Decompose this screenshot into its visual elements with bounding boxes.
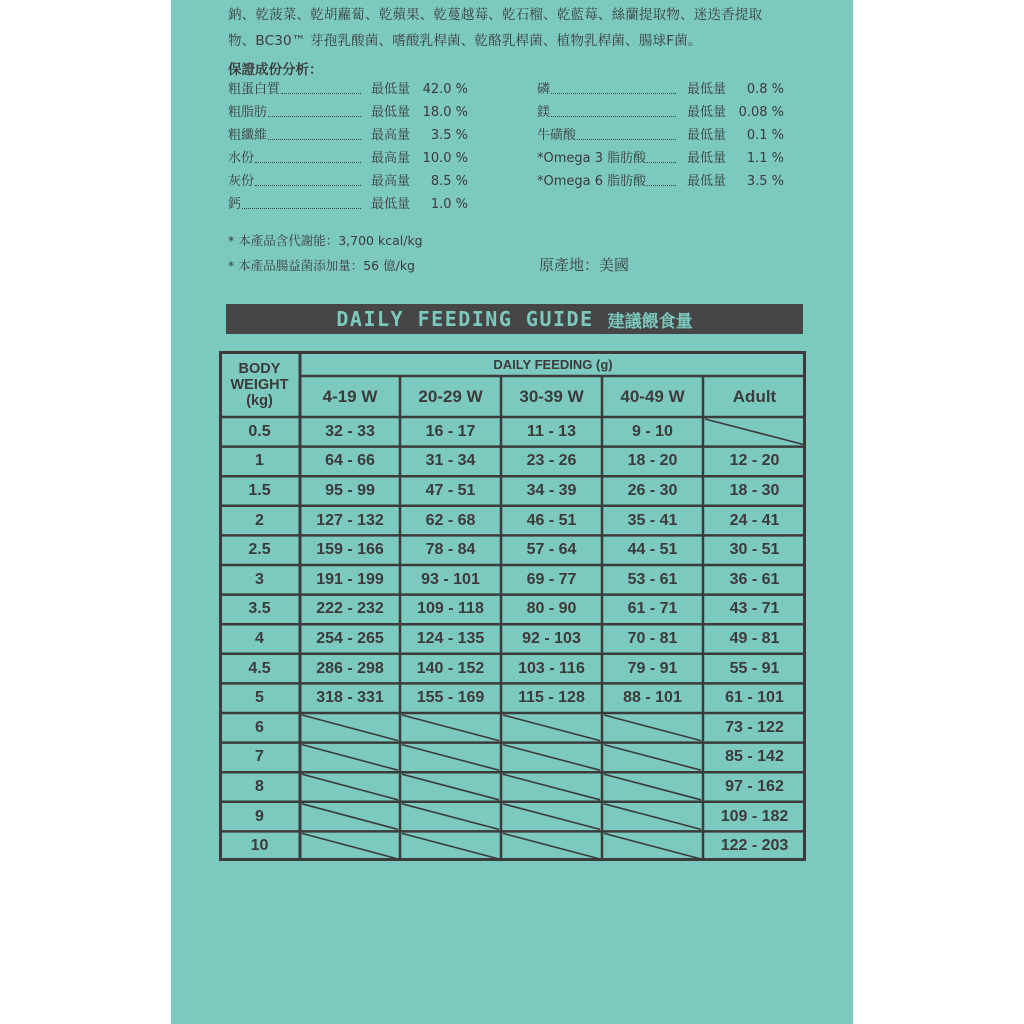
feeding-amount-cell: 127 - 132 (316, 511, 384, 529)
feeding-amount-cell: 93 - 101 (421, 570, 480, 588)
feeding-amount-cell: 36 - 61 (729, 570, 780, 588)
nutrient-name: 鈣 (228, 197, 242, 212)
empty-cell-slash (402, 774, 499, 800)
feeding-amount-cell: 43 - 71 (729, 600, 780, 618)
body-weight-cell: 2 (255, 511, 264, 529)
feeding-amount-cell: 73 - 122 (725, 718, 784, 736)
age-column-header: 30-39 W (519, 386, 584, 406)
body-weight-cell: 4 (255, 629, 264, 647)
feeding-amount-cell: 88 - 101 (623, 689, 682, 707)
feeding-amount-cell: 155 - 169 (416, 689, 485, 707)
dot-leader (577, 139, 676, 140)
feeding-amount-cell: 122 - 203 (720, 837, 789, 855)
nutrient-name: 鎂 (537, 105, 551, 120)
body-weight-cell: 3.5 (248, 600, 271, 618)
ingredients-line-1: 鈉、乾菠菜、乾胡蘿蔔、乾蘋果、乾蔓越莓、乾石榴、乾藍莓、絲蘭提取物、迷迭香提取 (228, 7, 763, 23)
empty-cell-slash (503, 833, 600, 859)
empty-cell-slash (503, 745, 600, 771)
empty-cell-slash (402, 715, 499, 741)
banner-chinese-title: 建議餵食量 (607, 311, 693, 332)
feeding-amount-cell: 62 - 68 (425, 511, 476, 529)
empty-cell-slash (302, 804, 398, 830)
nutrient-qualifier: 最低量 (687, 151, 727, 166)
nutrient-row (537, 147, 784, 170)
feeding-amount-cell: 254 - 265 (316, 629, 384, 647)
body-weight-cell: 9 (255, 807, 264, 825)
feeding-amount-cell: 109 - 118 (417, 600, 484, 618)
banner-english-title: DAILY FEEDING GUIDE (336, 307, 594, 331)
empty-cell-slash (402, 745, 499, 771)
nutrient-qualifier: 最高量 (371, 174, 411, 189)
empty-cell-slash (503, 774, 600, 800)
feeding-amount-cell: 32 - 33 (325, 422, 375, 440)
nutrient-value: 1.1 % (746, 151, 784, 166)
empty-cell-slash (503, 804, 600, 830)
feeding-table (219, 351, 806, 861)
feeding-amount-cell: 140 - 152 (416, 659, 485, 677)
probiotic-note: * 本產品腸益菌添加量：56 億/kg (228, 258, 415, 273)
feeding-amount-cell: 191 - 199 (316, 570, 384, 588)
nutrient-name: 灰份 (228, 174, 255, 189)
nutrient-value: 0.8 % (746, 82, 784, 97)
feeding-amount-cell: 159 - 166 (316, 541, 384, 559)
feeding-amount-cell: 95 - 99 (325, 481, 375, 499)
body-weight-cell: 0.5 (248, 422, 271, 440)
ingredients-line-2: 物、BC30™ 芽孢乳酸菌、嗜酸乳桿菌、乾酪乳桿菌、植物乳桿菌、腸球F菌。 (228, 33, 702, 49)
nutrient-row (228, 124, 468, 147)
feeding-amount-cell: 286 - 298 (316, 659, 384, 677)
body-weight-cell: 5 (255, 689, 264, 707)
body-weight-cell: 8 (255, 777, 264, 795)
feeding-amount-cell: 31 - 34 (425, 452, 476, 470)
feeding-amount-cell: 44 - 51 (627, 541, 678, 559)
feeding-amount-cell: 97 - 162 (725, 777, 784, 795)
nutrient-value: 3.5 % (746, 174, 784, 189)
empty-cell-slash (604, 804, 701, 830)
empty-cell-slash (604, 745, 701, 771)
feeding-amount-cell: 18 - 30 (729, 481, 780, 499)
age-column-header: 4-19 W (322, 386, 378, 406)
dot-leader (281, 93, 361, 94)
feeding-amount-cell: 18 - 20 (627, 452, 678, 470)
empty-cell-slash (604, 715, 701, 741)
feeding-amount-cell: 53 - 61 (627, 570, 678, 588)
feeding-guide-banner (226, 304, 803, 334)
energy-note: * 本產品含代謝能：3,700 kcal/kg (228, 233, 423, 248)
nutrient-name: *Omega 6 脂肪酸 (537, 174, 647, 189)
feeding-amount-cell: 70 - 81 (627, 629, 678, 647)
nutrient-row (228, 78, 468, 101)
nutrient-qualifier: 最低量 (371, 197, 411, 212)
age-column-header: 40-49 W (620, 386, 685, 406)
dot-leader (255, 162, 361, 163)
body-weight-cell: 10 (250, 837, 269, 855)
empty-cell-slash (402, 833, 499, 859)
body-weight-cell: 2.5 (248, 541, 271, 559)
dot-leader (551, 93, 676, 94)
age-column-header: 20-29 W (418, 386, 483, 406)
empty-cell-slash (402, 804, 499, 830)
nutrient-qualifier: 最高量 (371, 128, 411, 143)
body-weight-header: BODY WEIGHT (kg) (230, 361, 289, 409)
feeding-amount-cell: 124 - 135 (416, 629, 485, 647)
feeding-amount-cell: 61 - 101 (725, 689, 784, 707)
feeding-amount-cell: 9 - 10 (632, 422, 673, 440)
nutrient-row (228, 170, 468, 193)
nutrient-value: 0.08 % (738, 105, 784, 120)
nutrient-row (228, 101, 468, 124)
nutrient-value: 8.5 % (430, 174, 468, 189)
nutrient-name: 粗纖維 (228, 128, 268, 143)
nutrient-qualifier: 最高量 (371, 151, 411, 166)
empty-cell-slash (302, 745, 398, 771)
body-weight-cell: 1.5 (248, 481, 271, 499)
dot-leader (268, 139, 361, 140)
nutrient-value: 18.0 % (422, 105, 468, 120)
empty-cell-slash (302, 833, 398, 859)
nutrient-qualifier: 最低量 (687, 174, 727, 189)
empty-cell-slash (302, 774, 398, 800)
feeding-amount-cell: 30 - 51 (729, 541, 780, 559)
dot-leader (242, 208, 361, 209)
empty-cell-slash (302, 715, 398, 741)
feeding-amount-cell: 23 - 26 (526, 452, 577, 470)
feeding-amount-cell: 61 - 71 (627, 600, 678, 618)
ingredients-text (228, 2, 808, 54)
feeding-amount-cell: 85 - 142 (725, 748, 784, 766)
nutrient-name: 磷 (537, 82, 551, 97)
nutrient-row (537, 170, 784, 193)
dot-leader (268, 116, 361, 117)
empty-cell-slash (503, 715, 600, 741)
nutrient-qualifier: 最低量 (687, 105, 727, 120)
guaranteed-analysis-title: 保證成份分析： (228, 62, 323, 78)
nutrient-value: 3.5 % (430, 128, 468, 143)
feeding-amount-cell: 109 - 182 (720, 807, 789, 825)
feeding-amount-cell: 26 - 30 (627, 481, 678, 499)
feeding-amount-cell: 222 - 232 (316, 600, 384, 618)
nutrient-name: 水份 (228, 151, 255, 166)
feeding-amount-cell: 24 - 41 (729, 511, 780, 529)
feeding-amount-cell: 318 - 331 (316, 689, 384, 707)
feeding-amount-cell: 92 - 103 (522, 629, 581, 647)
feeding-amount-cell: 64 - 66 (325, 452, 375, 470)
body-weight-cell: 3 (255, 570, 264, 588)
dot-leader (647, 162, 676, 163)
empty-cell-slash (604, 833, 701, 859)
feeding-amount-cell: 35 - 41 (627, 511, 678, 529)
feeding-amount-cell: 11 - 13 (527, 422, 576, 440)
feeding-amount-cell: 46 - 51 (526, 511, 577, 529)
nutrient-name: 粗脂肪 (228, 105, 268, 120)
body-weight-cell: 4.5 (248, 659, 271, 677)
body-weight-cell: 6 (255, 718, 264, 736)
feeding-amount-cell: 47 - 51 (425, 481, 476, 499)
nutrient-name: *Omega 3 脂肪酸 (537, 151, 647, 166)
nutrient-name: 粗蛋白質 (228, 82, 281, 97)
feeding-amount-cell: 55 - 91 (729, 659, 780, 677)
feeding-amount-cell: 115 - 128 (518, 689, 585, 707)
nutrient-qualifier: 最低量 (371, 105, 411, 120)
origin-label: 原產地：美國 (539, 256, 630, 274)
dot-leader (255, 185, 361, 186)
nutrient-name: 牛磺酸 (537, 128, 577, 143)
nutrient-qualifier: 最低量 (687, 82, 727, 97)
nutrient-value: 1.0 % (430, 197, 468, 212)
feeding-amount-cell: 78 - 84 (425, 541, 476, 559)
feeding-amount-cell: 69 - 77 (526, 570, 577, 588)
dot-leader (647, 185, 676, 186)
nutrient-row (228, 147, 468, 170)
nutrient-qualifier: 最低量 (371, 82, 411, 97)
feeding-amount-cell: 34 - 39 (526, 481, 577, 499)
age-column-header: Adult (732, 386, 777, 406)
nutrient-row (537, 101, 784, 124)
dot-leader (551, 116, 676, 117)
empty-cell-slash (604, 774, 701, 800)
nutrient-row (537, 78, 784, 101)
feeding-amount-cell: 16 - 17 (425, 422, 476, 440)
nutrient-value: 42.0 % (422, 82, 468, 97)
nutrient-value: 10.0 % (422, 151, 468, 166)
feeding-amount-cell: 79 - 91 (627, 659, 678, 677)
body-weight-cell: 7 (255, 748, 264, 766)
nutrient-value: 0.1 % (746, 128, 784, 143)
feeding-amount-cell: 80 - 90 (526, 600, 577, 618)
empty-cell-slash (705, 419, 804, 445)
feeding-amount-cell: 57 - 64 (526, 541, 577, 559)
body-weight-cell: 1 (255, 452, 264, 470)
nutrient-qualifier: 最低量 (687, 128, 727, 143)
feeding-amount-cell: 49 - 81 (729, 629, 780, 647)
nutrient-row (537, 124, 784, 147)
nutrient-row (228, 193, 468, 216)
feeding-amount-cell: 12 - 20 (729, 452, 780, 470)
daily-feeding-header: DAILY FEEDING (g) (493, 357, 613, 372)
feeding-amount-cell: 103 - 116 (518, 659, 585, 677)
